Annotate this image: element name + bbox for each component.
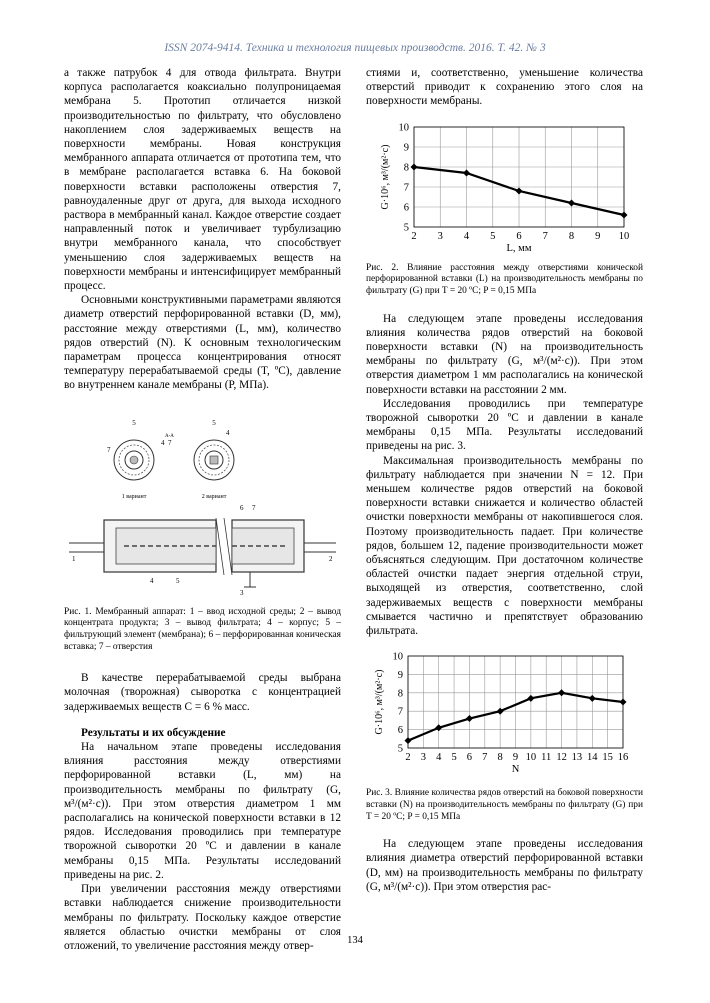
y-tick-label: 5	[403, 222, 409, 234]
x-tick-label: 16	[617, 752, 629, 764]
y-tick-label: 7	[397, 706, 403, 718]
figure-1	[64, 415, 341, 654]
label-5: 5	[176, 576, 180, 585]
label-4: 4	[150, 576, 154, 585]
label-1: 1	[72, 554, 76, 563]
figure-2	[366, 117, 643, 298]
x-tick-label: 14	[587, 752, 598, 764]
section-title: Результаты и их обсуждение	[81, 726, 226, 739]
x-tick-label: 9	[512, 752, 519, 764]
label-5: 5	[132, 418, 136, 427]
label-7: 7	[168, 438, 172, 447]
label-5: 5	[212, 418, 216, 427]
x-tick-label: 10	[525, 752, 537, 764]
y-axis-label: G·10⁶, м³/(м²·с)	[380, 144, 391, 210]
apparatus-body	[69, 518, 336, 587]
data-point	[497, 708, 504, 715]
paragraph: При увеличении расстояния между отверстиями вставки наблюдается снижение производительности мембраны по фильтрату. Поскольку каждое отверстие является областью очистки мембраны от слоя отложений, то увеличение расстояния между отвер-	[64, 883, 341, 952]
paragraph: На следующем этапе проведены исследования влияния количества рядов отверстий на боковой поверхности вставки (N) на производительность мембраны по фильтрату (G, м³/(м²·с)). При этом отверстия диаметром 1 мм располагались на конической поверхности вставки на расстоянии 2 мм.	[366, 312, 643, 396]
paragraph: а также патрубок 4 для отвода фильтрата. Внутри корпуса располагается коаксиально полупроницаемая мембрана 5. Прототип отличается низкой производительностью по фильтрату, что обусловлено накоплением слоя задерживаемых веществ на поверхности мембраны. Новая конструкция мембранного аппарата отличается от прототипа тем, что в мембране располагается вставка 6. На боковой поверхности вставки расположены отверстия 7, равноудаленные друг от друга, для выхода исходного раствора в мембранный канал. Каждое отверстие создает направленный поток и увеличивает турбулизацию внутри мембранного канала, что способствует уменьшению слоя задерживаемых веществ на поверхности мембраны и интенсифицирует мембранный процесс.	[64, 67, 341, 293]
figure-3-caption: Рис. 3. Влияние количества рядов отверстий на боковой поверхности вставки (N) на производительность мембраны по фильтрату (G) при T = 20 ºC; P = 0,15 МПа	[366, 788, 643, 822]
y-tick-label: 8	[403, 162, 409, 174]
x-tick-label: 3	[437, 230, 443, 242]
y-axis-label: G·10⁶, м³/(м²·с)	[374, 669, 385, 735]
y-tick-label: 5	[397, 743, 403, 755]
section-label: А-А	[165, 433, 174, 439]
data-point	[411, 163, 418, 170]
paragraph: Основными конструктивными параметрами являются диаметр отверстий перфорированной вставки (D, мм), расстояние между отверстиями (L, мм), количество рядов отверстий (N). К основным технологическим параметрам процесса концентрирования относят температуру перерабатываемой среды (T, ºC), давление во внутреннем канале мембраны (P, МПа).	[64, 294, 341, 392]
data-point	[589, 695, 596, 702]
data-point	[466, 715, 473, 722]
label-4: 4	[161, 438, 165, 447]
x-tick-label: 11	[541, 752, 552, 764]
data-point	[568, 199, 575, 206]
x-tick-label: 8	[568, 230, 575, 242]
chart-filtrate-vs-rows	[366, 648, 643, 778]
y-tick-label: 6	[403, 202, 409, 214]
y-tick-label: 9	[403, 142, 409, 154]
x-tick-label: 12	[556, 752, 567, 764]
label-6: 6	[240, 503, 244, 512]
x-tick-label: 5	[451, 752, 457, 764]
data-point	[621, 211, 628, 218]
paragraph: В качестве перерабатываемой среды выбрана молочная (творожная) сыворотка с концентрацией задерживаемых веществ C = 6 % масс.	[64, 672, 341, 713]
label-4: 4	[226, 428, 230, 437]
data-point	[620, 699, 627, 706]
x-tick-label: 7	[482, 752, 488, 764]
x-tick-label: 6	[466, 752, 473, 764]
x-tick-label: 10	[618, 230, 630, 242]
left-column	[64, 66, 341, 953]
x-tick-label: 3	[420, 752, 426, 764]
x-tick-label: 6	[516, 230, 522, 242]
x-tick-label: 7	[542, 230, 548, 242]
paragraph: На следующем этапе проведены исследования влияния диаметра отверстий перфорированной вставки (D, мм) на производительность мембраны по фильтрату (G, м³/(м²·с)). При этом отверстия рас-	[366, 838, 643, 893]
membrane-apparatus-diagram	[64, 415, 341, 597]
x-axis-label: L, мм	[506, 242, 532, 254]
label-3: 3	[240, 588, 244, 597]
data-point	[558, 690, 565, 697]
right-column	[366, 66, 643, 894]
y-tick-label: 10	[392, 651, 403, 663]
x-tick-label: 8	[497, 752, 503, 764]
chart-filtrate-vs-distance	[366, 117, 643, 257]
figure-2-caption: Рис. 2. Влияние расстояния между отверстиями конической перфорированной вставки (L) на производительность мембраны по фильтрату (G) при T = 20 ºC; P = 0,15 МПа	[366, 262, 643, 296]
y-tick-label: 6	[397, 725, 403, 737]
variant-1-section	[114, 440, 154, 480]
paragraph: Максимальная производительность мембраны по фильтрату наблюдается при значении N = 12. При меньшем количестве рядов отверстий на боковой поверхности вставки снижается и количество областей очистки поверхности мембраны от накопившегося слоя. Поэтому производительность падает. При количестве рядов, большем 12, падение производительности может объясняться следующим. При достаточном количестве областей очистки падает энергия отдельной струи, выходящей из отверстия, соответственно, слой задерживаемых веществ с поверхности мембраны смывается частично и препятствует образованию фильтрата.	[366, 454, 643, 638]
label-2: 2	[329, 554, 333, 563]
variant-2-section	[194, 440, 234, 480]
journal-header: ISSN 2074-9414. Техника и технология пищевых производств. 2016. Т. 42. № 3	[164, 42, 546, 54]
page-number: 134	[347, 935, 363, 946]
x-tick-label: 15	[602, 752, 613, 764]
figure-1-caption: Рис. 1. Мембранный аппарат: 1 – ввод исходной среды; 2 – вывод концентрата продукта; 3 – вывод фильтрата; 4 – корпус; 5 – фильтрующий элемент (мембрана); 6 – перфорированная коническая вставка; 7 – отверстия	[64, 606, 341, 652]
variant-1-label: 1 вариант	[121, 493, 147, 500]
x-tick-label: 13	[571, 752, 583, 764]
x-tick-label: 4	[463, 230, 470, 242]
figure-3	[366, 648, 643, 823]
x-tick-label: 2	[405, 752, 411, 764]
data-point	[463, 169, 470, 176]
x-axis-label: N	[511, 764, 520, 776]
x-tick-label: 2	[411, 230, 417, 242]
data-point	[516, 187, 523, 194]
y-tick-label: 8	[397, 688, 403, 700]
x-tick-label: 9	[595, 230, 601, 242]
paragraph: На начальном этапе проведены исследования влияния расстояния между отверстиями перфорированной вставки (L, мм) на производительность мембраны по фильтрату (G, м³/(м²·с)). При этом отверстия диаметром 1 мм располагались на конической поверхности вставки в 12 рядов. Исследования проводились при температуре творожной сыворотки 20 ºC и давлении в канале мембраны 0,15 МПа. Результаты исследований приведены на рис. 2.	[64, 741, 341, 881]
y-tick-label: 10	[398, 122, 409, 134]
label-7: 7	[252, 503, 256, 512]
data-point	[435, 725, 442, 732]
paragraph: стиями и, соответственно, уменьшение количества отверстий приводит к сохранению этого слоя на поверхности мембраны.	[366, 67, 643, 108]
x-tick-label: 4	[436, 752, 442, 764]
label-7: 7	[107, 445, 111, 454]
y-tick-label: 7	[403, 182, 409, 194]
data-point	[405, 737, 412, 744]
x-tick-label: 5	[490, 230, 496, 242]
data-point	[527, 695, 534, 702]
paragraph: Исследования проводились при температуре творожной сыворотки 20 ºC и давлении в канале мембраны 0,15 МПа. Результаты исследований приведены на рис. 3.	[366, 397, 643, 453]
y-tick-label: 9	[397, 670, 403, 682]
variant-2-label: 2 вариант	[201, 493, 227, 500]
